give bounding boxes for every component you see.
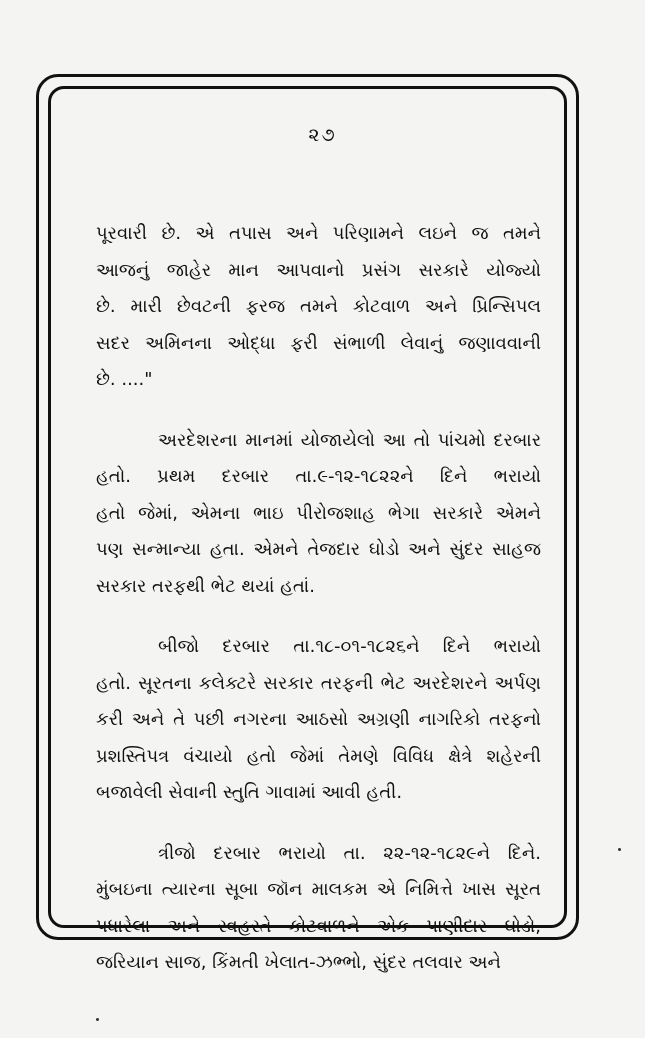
- scan-speck: [618, 848, 621, 851]
- text-line: જરિયાન સાજ, કિંમતી ખેલાત-ઝભ્ભો, સુંદર તલવાર અને: [96, 952, 501, 973]
- page-body: [96, 216, 541, 1006]
- text-line: પધારેલા અને સ્વહસ્તે કોટવાળને એક પાણીદાર ઘોડો,: [96, 915, 541, 937]
- text-line: હતો જેમાં, એમના ભાઇ પીરોજશાહ ભેગા સરકારે એમને: [96, 502, 541, 524]
- text-line: સદર અમિનના ઓદ્ધા ફરી સંભાળી લેવાનું જણાવવાની: [96, 332, 541, 354]
- page-number: ૨૭: [308, 124, 337, 146]
- paragraph: [96, 629, 541, 812]
- text-line: પણ સન્માન્યા હતા. એમને તેજદાર ઘોડો અને સુંદર સાહજ: [96, 539, 541, 560]
- text-line: અરદેશરના માનમાં યોજાયેલો આ તો પાંચમો દરબાર: [158, 429, 541, 451]
- text-line: કરી અને તે પછી નગરના આઠસો અગ્રણી નાગરિકો તરફનો: [96, 709, 541, 730]
- text-line: પ્રશસ્તિપત્ર વંચાયો હતો જેમાં તેમણે વિવિધ ક્ષેત્રે શહેરની: [96, 745, 541, 767]
- text-line: હતો. સૂરતના કલેક્ટરે સરકાર તરફની ભેટ અરદેશરને અર્પણ: [96, 672, 541, 694]
- text-line: બજાવેલી સેવાની સ્તુતિ ગાવામાં આવી હતી.: [96, 782, 403, 803]
- text-line: બીજો દરબાર તા.૧૮-૦૧-૧૮૨૬ને દિને ભરાયો: [158, 636, 541, 657]
- paragraph: [96, 423, 541, 606]
- text-line: ત્રીજો દરબાર ભરાયો તા. ૨૨-૧૨-૧૮૨૯ને દિને.: [158, 842, 541, 864]
- text-line: છે. ....": [96, 369, 153, 390]
- text-line: છે. મારી છેવટની ફરજ તમને કોટવાળ અને પ્રિન્સિપલ: [96, 296, 541, 317]
- paragraph: [96, 216, 541, 399]
- text-line: આજનું જાહેર માન આપવાનો પ્રસંગ સરકારે યોજ્યો: [96, 259, 541, 281]
- text-line: પૂરવારી છે. એ તપાસ અને પરિણામને લઇને જ તમને: [96, 223, 541, 244]
- text-line: સરકાર તરફથી ભેટ થયાં હતાં.: [96, 575, 315, 597]
- paragraph: [96, 836, 541, 982]
- text-line: મુંબઇના ત્યારના સૂબા જૉન માલકમ એ નિમિત્તે ખાસ સૂરત: [96, 879, 541, 900]
- scan-speck: [96, 1018, 99, 1021]
- text-line: હતો. પ્રથમ દરબાર તા.૯-૧૨-૧૮૨૨ને દિને ભરાયો: [96, 466, 541, 487]
